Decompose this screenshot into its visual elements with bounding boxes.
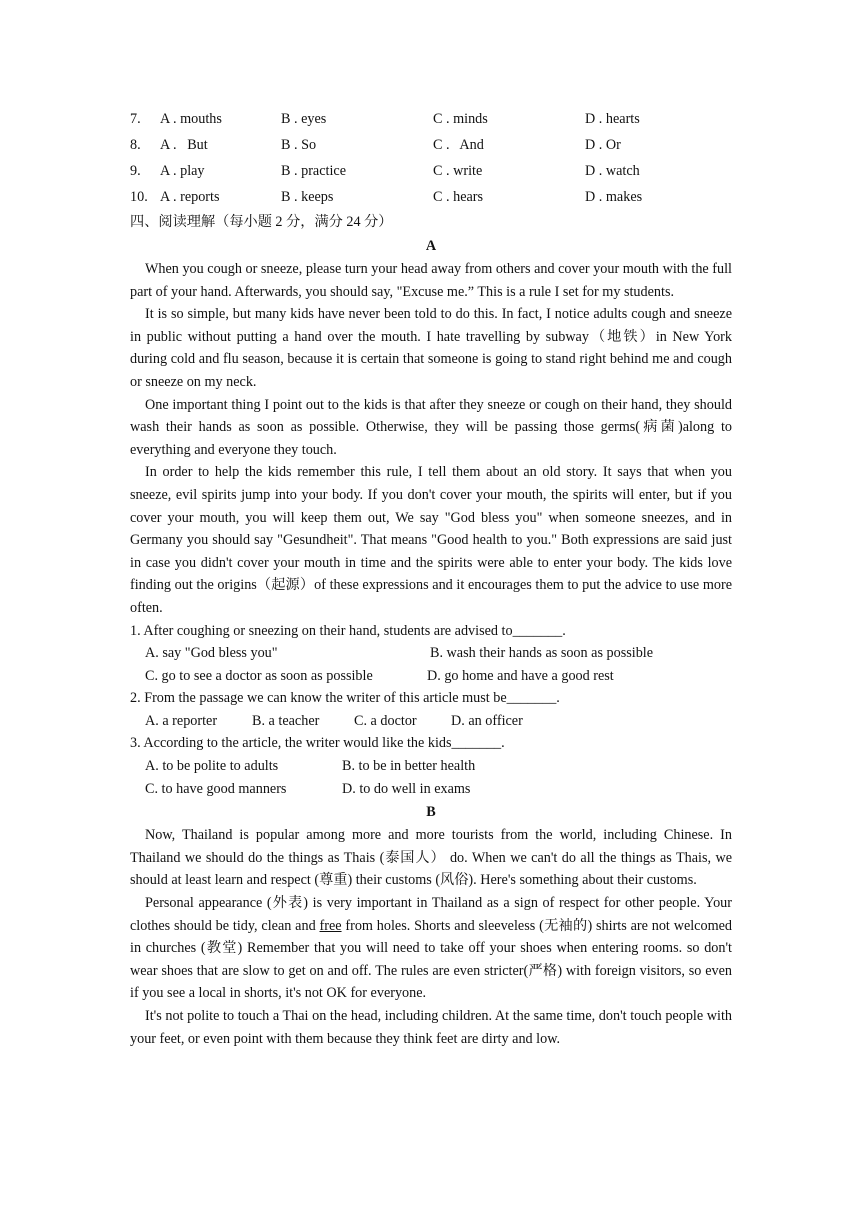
section-title: 四、阅读理解（每小题 2 分，满分 24 分） xyxy=(130,214,393,230)
option-row-8 xyxy=(130,132,732,158)
passage-a xyxy=(130,234,732,800)
paragraph: Now, Thailand is popular among more and more tourists from the world, including Chinese. In Thailand we should do the things as Thais (泰国人） do. When we can't do all the things as Thais, we should at least learn and respect (尊重) their customs (风俗). Here's something about their customs. xyxy=(130,827,732,889)
option-c: C. a doctor xyxy=(354,712,417,729)
question-stem: 3. According to the article, the writer would like the kids_______. xyxy=(130,735,505,752)
option-b: B. to be in better health xyxy=(342,758,476,775)
option-a: A . reports xyxy=(160,189,220,205)
option-b: B . eyes xyxy=(281,111,327,127)
paragraph: It's not polite to touch a Thai on the head, including children. At the same time, don't touch people with your feet, or even point with them because they think feet are dirty and low. xyxy=(130,1008,732,1047)
option-a: A. to be polite to adults xyxy=(145,758,279,775)
option-a: A . play xyxy=(160,163,205,179)
question-number: 10. xyxy=(130,189,148,205)
exam-page xyxy=(130,106,732,1050)
cloze-options xyxy=(130,106,732,210)
question-stem: 1. After coughing or sneezing on their hand, students are advised to_______. xyxy=(130,622,566,639)
passage-a-title: A xyxy=(425,238,437,254)
passage-b xyxy=(130,800,732,1050)
option-c: C. go to see a doctor as soon as possible xyxy=(145,667,373,684)
option-b: B . keeps xyxy=(281,189,334,205)
option-row-10 xyxy=(130,184,732,210)
paragraph: In order to help the kids remember this rule, I tell them about an old story. It says that when you sneeze, evil spirits jump into your body. If you don't cover your mouth, the spirits will enter, but if you cover your mouth, you will keep them out, We say "God bless you" when someone sneezes, and in Germany you should say "Gesundheit". That means "Good health to you." Both expressions are said just in case you didn't cover your mouth in time and the spirits were able to enter your body. The kids love finding out the origins（起源）of these expressions and it encourages them to put the advice to use more often. xyxy=(130,464,732,616)
paragraph: One important thing I point out to the kids is that after they sneeze or cough on their hand, they should wash their hands as soon as possible. Otherwise, they will be passing those germs(病菌)along to everything and everyone they touch. xyxy=(130,396,732,458)
paragraph: It is so simple, but many kids have never been told to do this. In fact, I notice adults cough and sneeze in public without putting a hand over the mouth. I hate travelling by subway（地铁）in New York during cold and flu season, because it is certain that someone is going to stand right behind me and cough or sneeze on my neck. xyxy=(130,306,732,390)
option-d: D . Or xyxy=(585,137,621,153)
paragraph: When you cough or sneeze, please turn your head away from others and cover your mouth with the full part of your hand. Afterwards, you should say, "Excuse me.” This is a rule I set for my students. xyxy=(130,261,732,300)
question-options xyxy=(130,642,732,665)
question-options xyxy=(130,665,732,688)
option-d: D. to do well in exams xyxy=(342,780,471,797)
option-c: C . hears xyxy=(433,189,484,205)
option-d: D . makes xyxy=(585,189,643,205)
option-d: D. an officer xyxy=(451,712,523,729)
option-d: D . watch xyxy=(585,163,640,179)
option-b: B. a teacher xyxy=(252,712,320,729)
question-stem: 2. From the passage we can know the writer of this article must be_______. xyxy=(130,690,560,707)
option-c: C . minds xyxy=(433,111,488,127)
option-row-7 xyxy=(130,106,732,132)
question-number: 9. xyxy=(130,163,141,179)
option-d: D. go home and have a good rest xyxy=(427,667,614,684)
option-c: C. to have good manners xyxy=(145,780,287,797)
question-number: 8. xyxy=(130,137,141,153)
option-b: B . So xyxy=(281,137,317,153)
option-a: A . But xyxy=(160,137,208,153)
text-run: from holes. Shorts and sleeveless (无袖的) shirts are not welcomed in churches (教堂) Remember that you will need to take off your shoes when entering rooms. so don't wear shoes that are slow to get on and off. The rules are even stricter(严格) with foreign visitors, so even if you see a local in shorts, it's not OK for everyone. xyxy=(130,917,732,1002)
question-options xyxy=(130,778,732,801)
question-options xyxy=(130,710,732,733)
text-run: Personal appearance (外表) is very important in Thailand as a sign of respect for other people. Your clothes should be tidy, clean and xyxy=(130,895,732,934)
option-c: C . And xyxy=(433,137,484,153)
option-a: A. say "God bless you" xyxy=(145,645,278,662)
paragraph xyxy=(130,892,732,1005)
question-number: 7. xyxy=(130,111,141,127)
passage-b-title: B xyxy=(426,804,436,821)
option-b: B. wash their hands as soon as possible xyxy=(430,645,654,662)
option-c: C . write xyxy=(433,163,483,179)
question-options xyxy=(130,755,732,778)
option-a: A. a reporter xyxy=(145,712,218,729)
option-b: B . practice xyxy=(281,163,346,179)
option-d: D . hearts xyxy=(585,111,640,127)
option-a: A . mouths xyxy=(160,111,222,127)
option-row-9 xyxy=(130,158,732,184)
underlined-word: free xyxy=(319,917,342,934)
